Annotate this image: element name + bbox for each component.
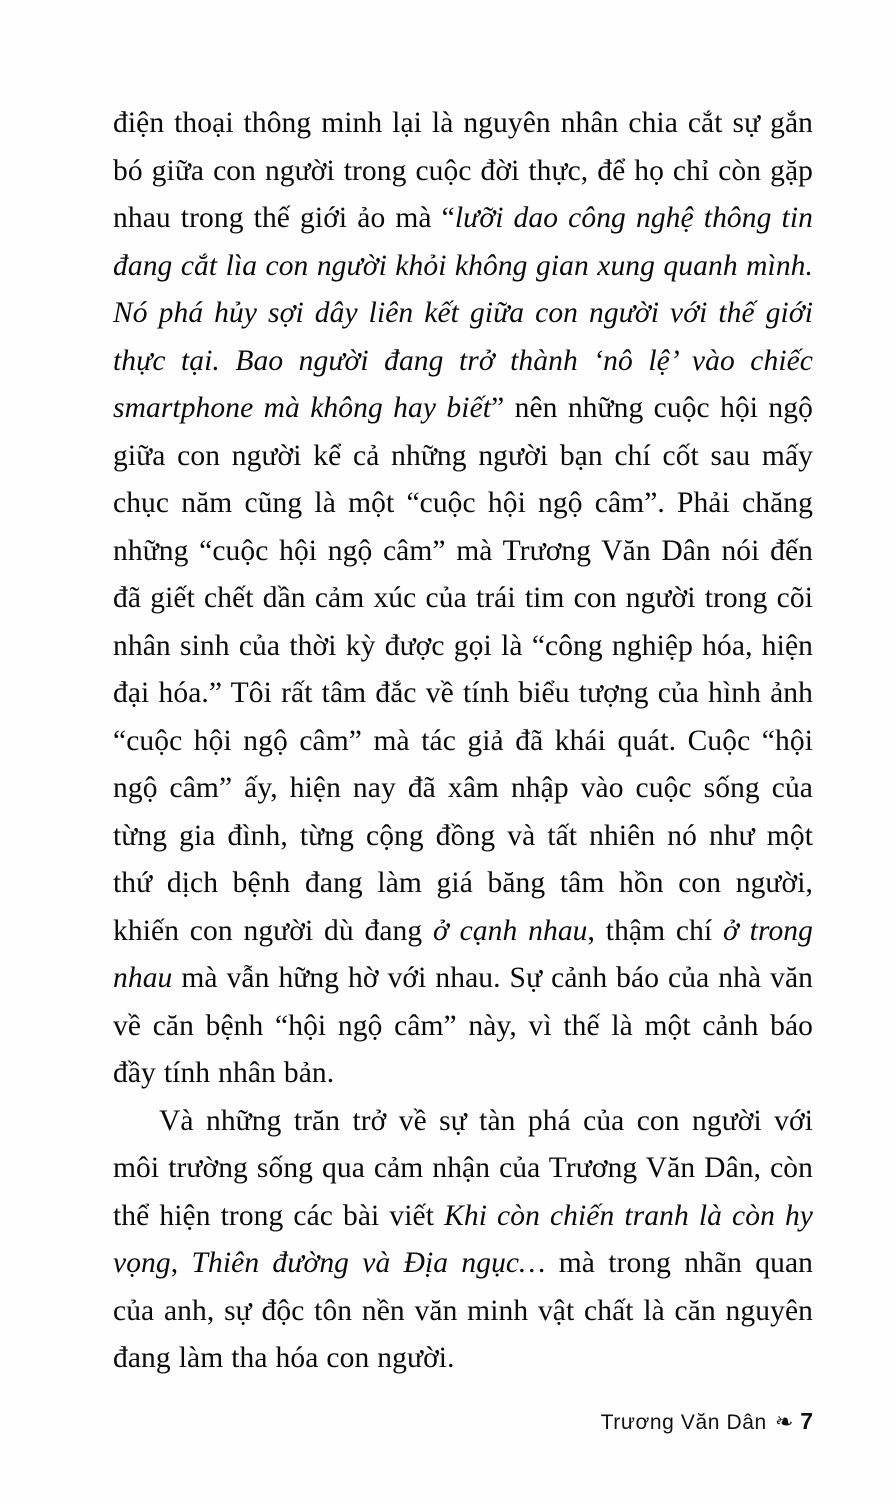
body-text: mà trong nhãn quan của anh, sự độc tôn nền văn minh vật chất là căn nguyên đang làm tha hóa con người. <box>113 1247 813 1374</box>
emphasis-text: ở trong nhau <box>113 914 813 994</box>
footer-ornament-icon: ❧ <box>773 1407 795 1436</box>
page-footer <box>113 1408 813 1435</box>
body-text: , <box>170 1247 192 1279</box>
paragraph <box>113 100 813 1098</box>
emphasis-text: Khi còn chiến tranh là còn hy vọng <box>113 1199 813 1279</box>
body-text: mà vẫn hững hờ với nhau. Sự cảnh báo của nhà văn về căn bệnh “hội ngộ câm” này, vì thế là một cảnh báo đầy tính nhân bản. <box>113 962 813 1089</box>
footer-author: Trương Văn Dân <box>600 1411 767 1434</box>
emphasis-text: ở cạnh nhau <box>433 914 588 947</box>
body-text: Và những trăn trở về sự tàn phá của con người với môi trường sống qua cảm nhận của Trương Văn Dân, còn thể hiện trong các bài viết <box>113 1104 813 1232</box>
page-text-column <box>113 100 813 1383</box>
page-number: 7 <box>800 1408 813 1434</box>
body-text: ” nên những cuộc hội ngộ giữa con người kể cả những người bạn chí cốt sau mấy chục năm cũng là một “cuộc hội ngộ câm”. Phải chăng những “cuộc hội ngộ câm” mà Trương Văn Dân nói đến đã giết chết dần cảm xúc của trái tim con người trong cõi nhân sinh của thời kỳ được gọi là “công nghiệp hóa, hiện đại hóa.” Tôi rất tâm đắc về tính biểu tượng của hình ảnh “cuộc hội ngộ câm” mà tác giả đã khái quát. Cuộc “hội ngộ câm” ấy, hiện nay đã xâm nhập vào cuộc sống của từng gia đình, từng cộng đồng và tất nhiên nó như một thứ dịch bệnh đang làm giá băng tâm hồn con người, khiến con người dù đang <box>113 392 813 947</box>
emphasis-text: Thiên đường và Địa ngục… <box>191 1247 546 1279</box>
emphasis-text: lưỡi dao công nghệ thông tin đang cắt lìa con người khỏi không gian xung quanh mình. Nó phá hủy sợi dây liên kết giữa con người với thế giới thực tại. Bao người đang trở thành ‘nô lệ’ vào chiếc smartphone mà không hay biết <box>113 202 813 424</box>
body-text: , thậm chí <box>587 914 724 947</box>
body-text: điện thoại thông minh lại là nguyên nhân chia cắt sự gắn bó giữa con người trong cuộc đời thực, để họ chỉ còn gặp nhau trong thế giới ảo mà “ <box>113 107 813 234</box>
paragraph <box>113 1098 813 1383</box>
